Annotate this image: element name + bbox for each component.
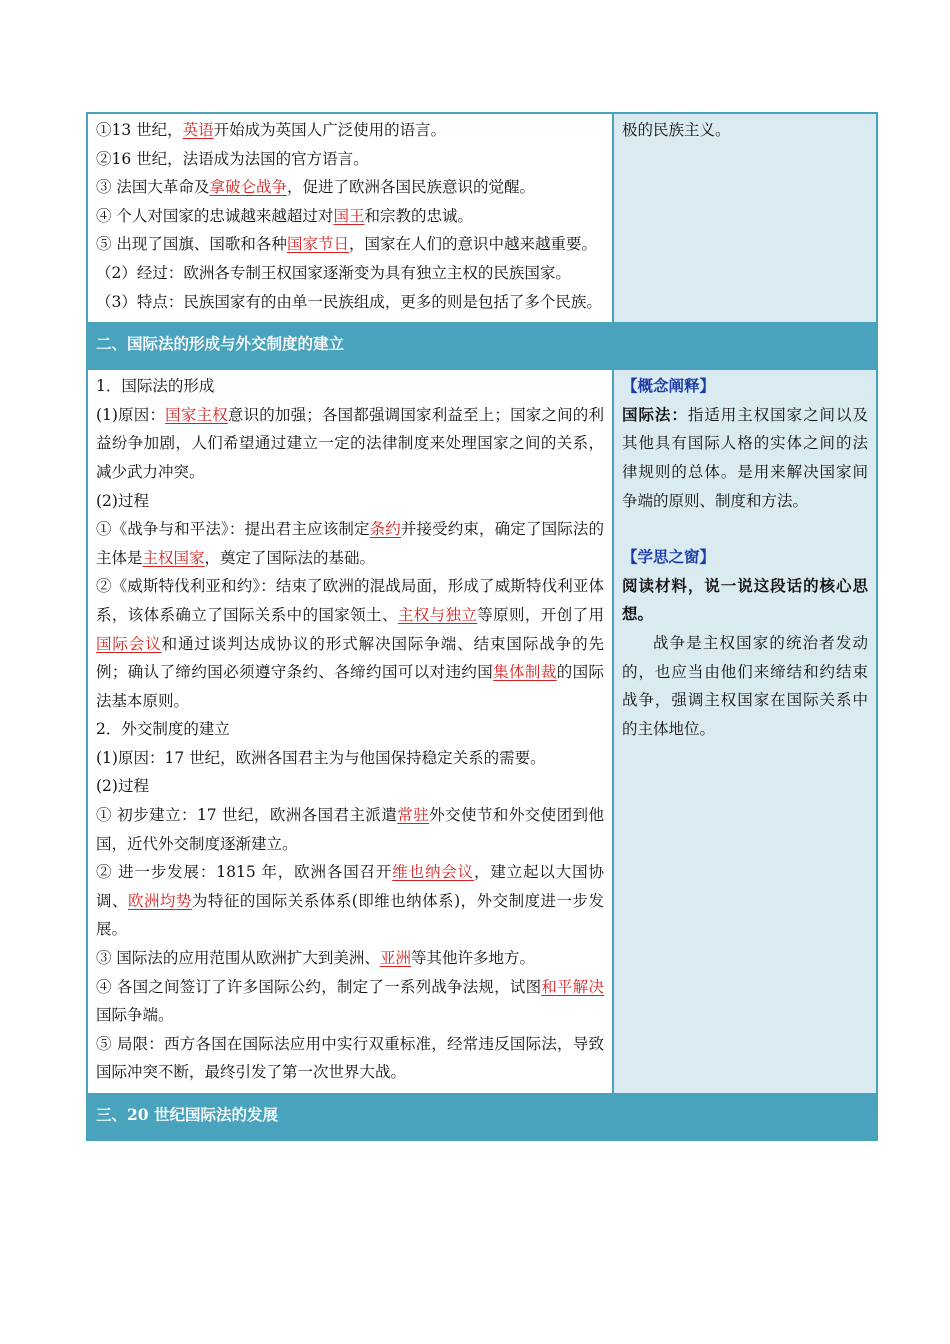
main-column [88,114,614,322]
section-heading: 二、国际法的形成与外交制度的建立 [88,324,614,368]
list-item: （2）经过：欧洲各专制王权国家逐渐变为具有独立主权的民族国家。 [96,263,571,282]
text: 等其他许多地方。 [410,949,535,968]
list-item: ⑤ 局限：西方各国在国际法应用中实行双重标准，经常违反国际法，导致国际冲突不断，最终引发了第一次世界大战。 [96,1034,604,1082]
list-item: （3）特点：民族国家有的由单一民族组成，更多的则是包括了多个民族。 [96,292,602,311]
list-item: (2)过程 [96,491,149,510]
text: 外交使节和外交使团到他国，近代外交制度逐渐建立。 [96,806,604,853]
term: 国际法： [622,404,688,424]
text: ①《战争与和平法》：提出君主应该制定 [96,520,370,539]
main-column [88,370,614,1093]
keyword: 国际会议 [96,634,162,653]
definition: 指适用主权国家之间以及其他具有国际人格的实体之间的法律规则的总体。是用来解决国家间争端的原则、制度和方法。 [622,405,868,510]
text: 意识的加强；各国都强调国家利益至上；国家之间的利益纷争加剧，人们希望通过建立一定的法律制度来处理国家之间的关系，减少武力冲突。 [96,405,604,481]
heading-side-cell [614,1095,876,1139]
text: ，国家在人们的意识中越来越重要。 [348,235,597,254]
section-heading: 三、20 世纪国际法的发展 [88,1095,614,1139]
keyword: 条约 [369,520,401,539]
spacer [622,515,868,543]
think-label: 【学思之窗】 [622,547,716,567]
content-table [86,112,878,1141]
heading-side-cell [614,324,876,368]
text: ④ 各国之间签订了许多国际公约，制定了一系列战争法规，试图 [96,977,542,996]
text: 和通过谈判达成协议的形式解决国际争端、结束国际战争的先例；确认了缔约国必须遵守条约、各缔约国可以对违约国 [96,634,604,682]
list-item [96,202,604,231]
list-item [96,116,604,145]
side-text: 极的民族主义。 [622,121,731,139]
table-row [86,368,878,1093]
side-column [614,370,876,1093]
think-answer: 战争是主权国家的统治者发动的，也应当由他们来缔结和约结束战争，强调主权国家在国际关系中的主体地位。 [622,633,868,738]
keyword: 国王 [333,206,365,225]
text: ④ 个人对国家的忠诚越来越超过对 [96,206,334,225]
list-item: ②16 世纪，法语成为法国的官方语言。 [96,149,369,168]
text: 国际争端。 [96,1006,174,1025]
list-item [96,515,604,572]
text: ，促进了欧洲各国民族意识的觉醒。 [286,178,535,197]
list-item [96,173,604,202]
section-heading-row [86,1093,878,1141]
keyword: 主权与独立 [397,605,478,624]
list-item [96,801,604,858]
keyword: 亚洲 [379,949,411,968]
list-item [96,858,604,944]
keyword: 集体制裁 [493,663,557,682]
text: 的国际法基本原则。 [96,663,604,710]
keyword: 常驻 [397,806,430,825]
keyword: 欧洲均势 [127,891,192,910]
text: 开始成为英国人广泛使用的语言。 [213,121,447,139]
concept-label: 【概念阐释】 [622,376,716,396]
text: ，奠定了国际法的基础。 [204,548,376,567]
list-item [96,572,604,715]
text: ①13 世纪， [96,121,183,139]
text: (1)原因： [96,405,166,424]
subheading: 2．外交制度的建立 [96,720,230,739]
keyword: 英语 [182,121,214,139]
list-item: (1)原因：17 世纪，欧洲各国君主为与他国保持稳定关系的需要。 [96,748,546,767]
keyword: 维也纳会议 [392,863,475,882]
text: ⑤ 出现了国旗、国歌和各种 [96,235,287,254]
text: ② 进一步发展：1815 年，欧洲各国召开 [96,863,393,882]
text: 并接受约束，确定了国际法的主体是 [96,520,604,567]
list-item [96,401,604,487]
keyword: 国家主权 [165,405,228,424]
keyword: 国家节日 [286,235,349,254]
keyword: 和平解决 [541,977,604,996]
text: ③ 国际法的应用范围从欧洲扩大到美洲、 [96,949,380,968]
text: ① 初步建立：17 世纪，欧洲各国君主派遣 [96,806,398,825]
text: 等原则，开创了用 [477,605,604,624]
text: 为特征的国际关系体系(即维也纳体系)，外交制度进一步发展。 [96,891,604,939]
side-column [614,114,876,322]
text: 和宗教的忠诚。 [364,206,473,225]
table-row [86,112,878,322]
list-item [96,944,604,973]
subheading: 1．国际法的形成 [96,377,215,396]
concept-definition [622,401,868,515]
text: ，建立起以大国协调、 [96,863,604,910]
keyword: 拿破仑战争 [209,178,287,197]
think-question: 阅读材料，说一说这段话的核心思想。 [622,575,868,624]
list-item [96,973,604,1030]
keyword: 主权国家 [142,548,205,567]
text: ②《威斯特伐利亚和约》：结束了欧洲的混战局面，形成了威斯特伐利亚体系，该体系确立了国际关系中的国家领土、 [96,577,604,624]
section-heading-row [86,322,878,368]
text: ③ 法国大革命及 [96,178,210,197]
list-item [96,230,604,259]
list-item: (2)过程 [96,777,149,796]
